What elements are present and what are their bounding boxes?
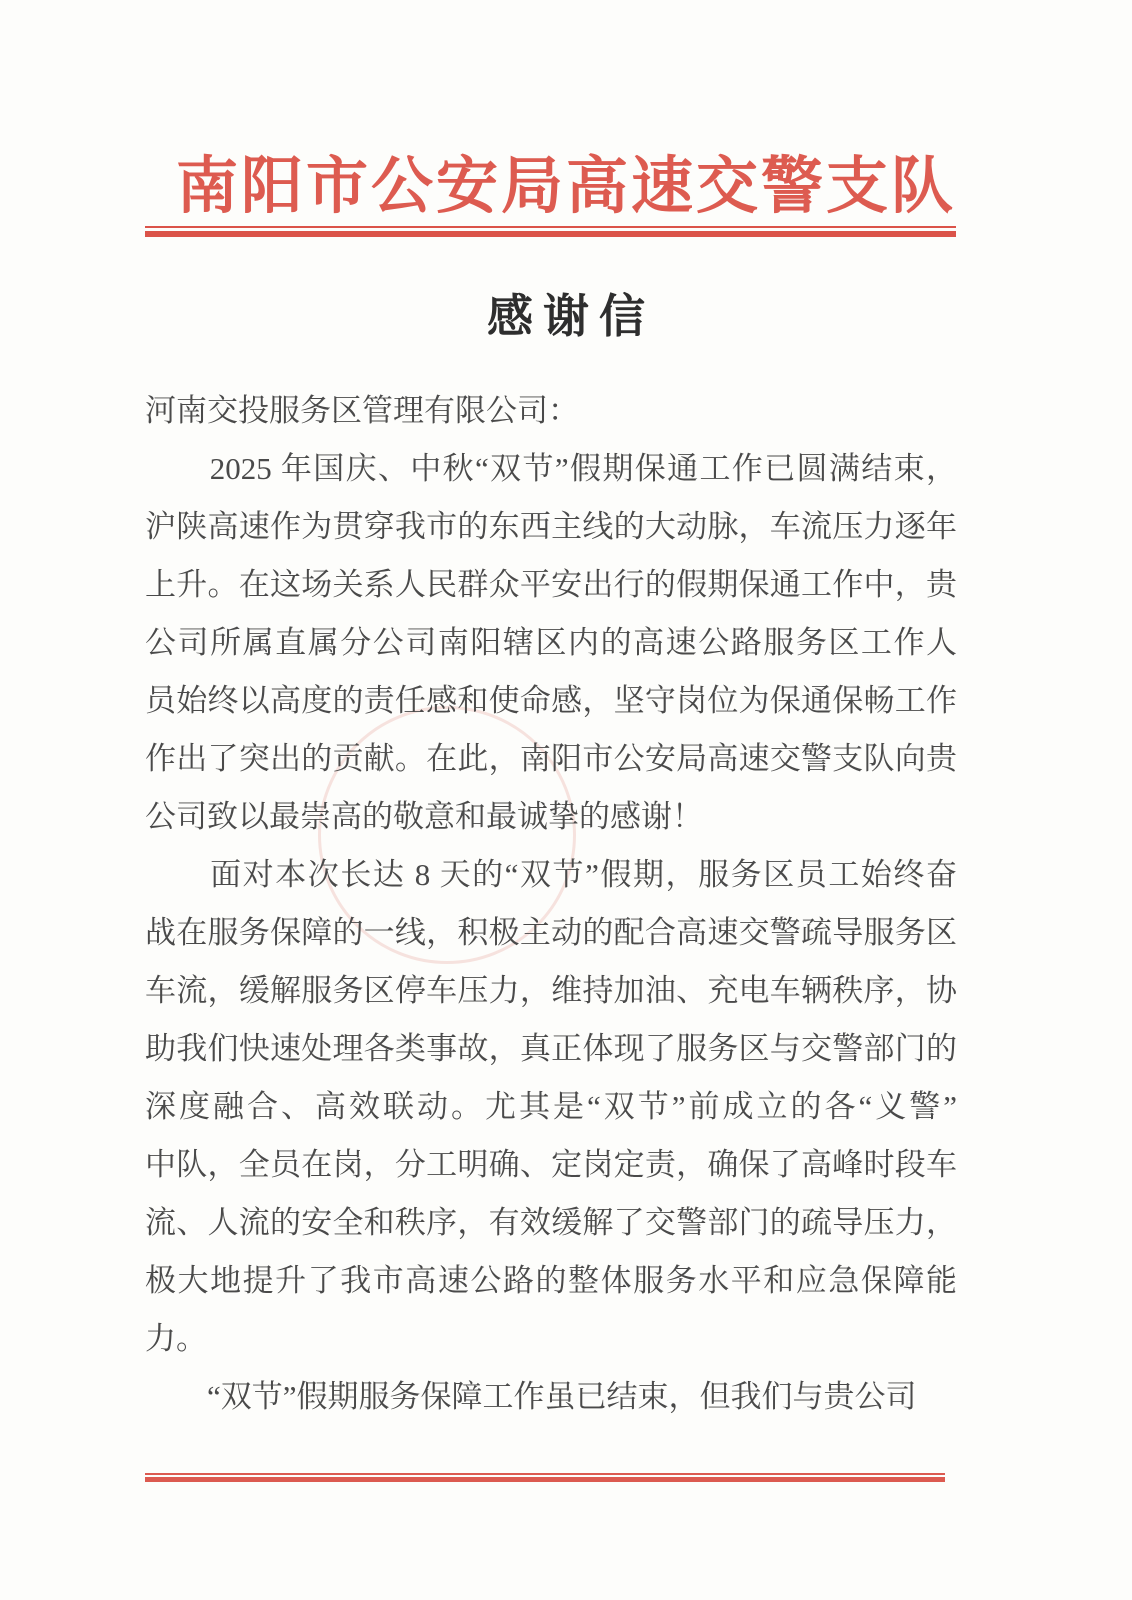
letter-line: 上升。在这场关系人民群众平安出行的假期保通工作中，贵 — [145, 567, 957, 602]
letter-line: 2025 年国庆、中秋“双节”假期保通工作已圆满结束， — [145, 451, 957, 486]
letterhead-rule-thin-line — [145, 226, 956, 228]
salutation-line: 河南交投服务区管理有限公司： — [145, 393, 579, 428]
letter-line: 车流，缓解服务区停车压力，维持加油、充电车辆秩序，协 — [145, 973, 957, 1008]
letterhead-rule-thick-line — [145, 231, 956, 237]
footer-rule-thick-line — [145, 1477, 945, 1482]
footer-rule-thin-line — [145, 1473, 945, 1475]
footer-rule — [145, 1473, 945, 1482]
letter-line: 深度融合、高效联动。尤其是“双节”前成立的各“义警” — [145, 1089, 957, 1124]
letter-line: 极大地提升了我市高速公路的整体服务水平和应急保障能 — [145, 1263, 957, 1298]
letter-line: 员始终以高度的责任感和使命感，坚守岗位为保通保畅工作 — [145, 683, 957, 718]
letter-line: 作出了突出的贡献。在此，南阳市公安局高速交警支队向贵 — [145, 741, 957, 776]
letter-line: 助我们快速处理各类事故，真正体现了服务区与交警部门的 — [145, 1031, 957, 1066]
letter-line: 公司致以最崇高的敬意和最诚挚的感谢！ — [145, 799, 703, 834]
agency-letterhead: 南阳市公安局高速交警支队 — [175, 153, 956, 221]
letter-line: 沪陕高速作为贯穿我市的东西主线的大动脉，车流压力逐年 — [145, 509, 957, 544]
letter-line: 中队，全员在岗，分工明确、定岗定责，确保了高峰时段车 — [145, 1147, 957, 1182]
letter-title: 感谢信 — [487, 291, 655, 342]
letter-line: 公司所属直属分公司南阳辖区内的高速公路服务区工作人 — [145, 625, 957, 660]
letter-line: 流、人流的安全和秩序，有效缓解了交警部门的疏导压力， — [145, 1205, 957, 1240]
letter-body — [145, 382, 957, 1426]
letter-line: 面对本次长达 8 天的“双节”假期，服务区员工始终奋 — [145, 857, 957, 892]
letter-line: 力。 — [145, 1321, 207, 1356]
letter-line: “双节”假期服务保障工作虽已结束，但我们与贵公司 — [145, 1379, 917, 1414]
letter-line: 战在服务保障的一线，积极主动的配合高速交警疏导服务区 — [145, 915, 957, 950]
letterhead-rule — [145, 226, 956, 237]
